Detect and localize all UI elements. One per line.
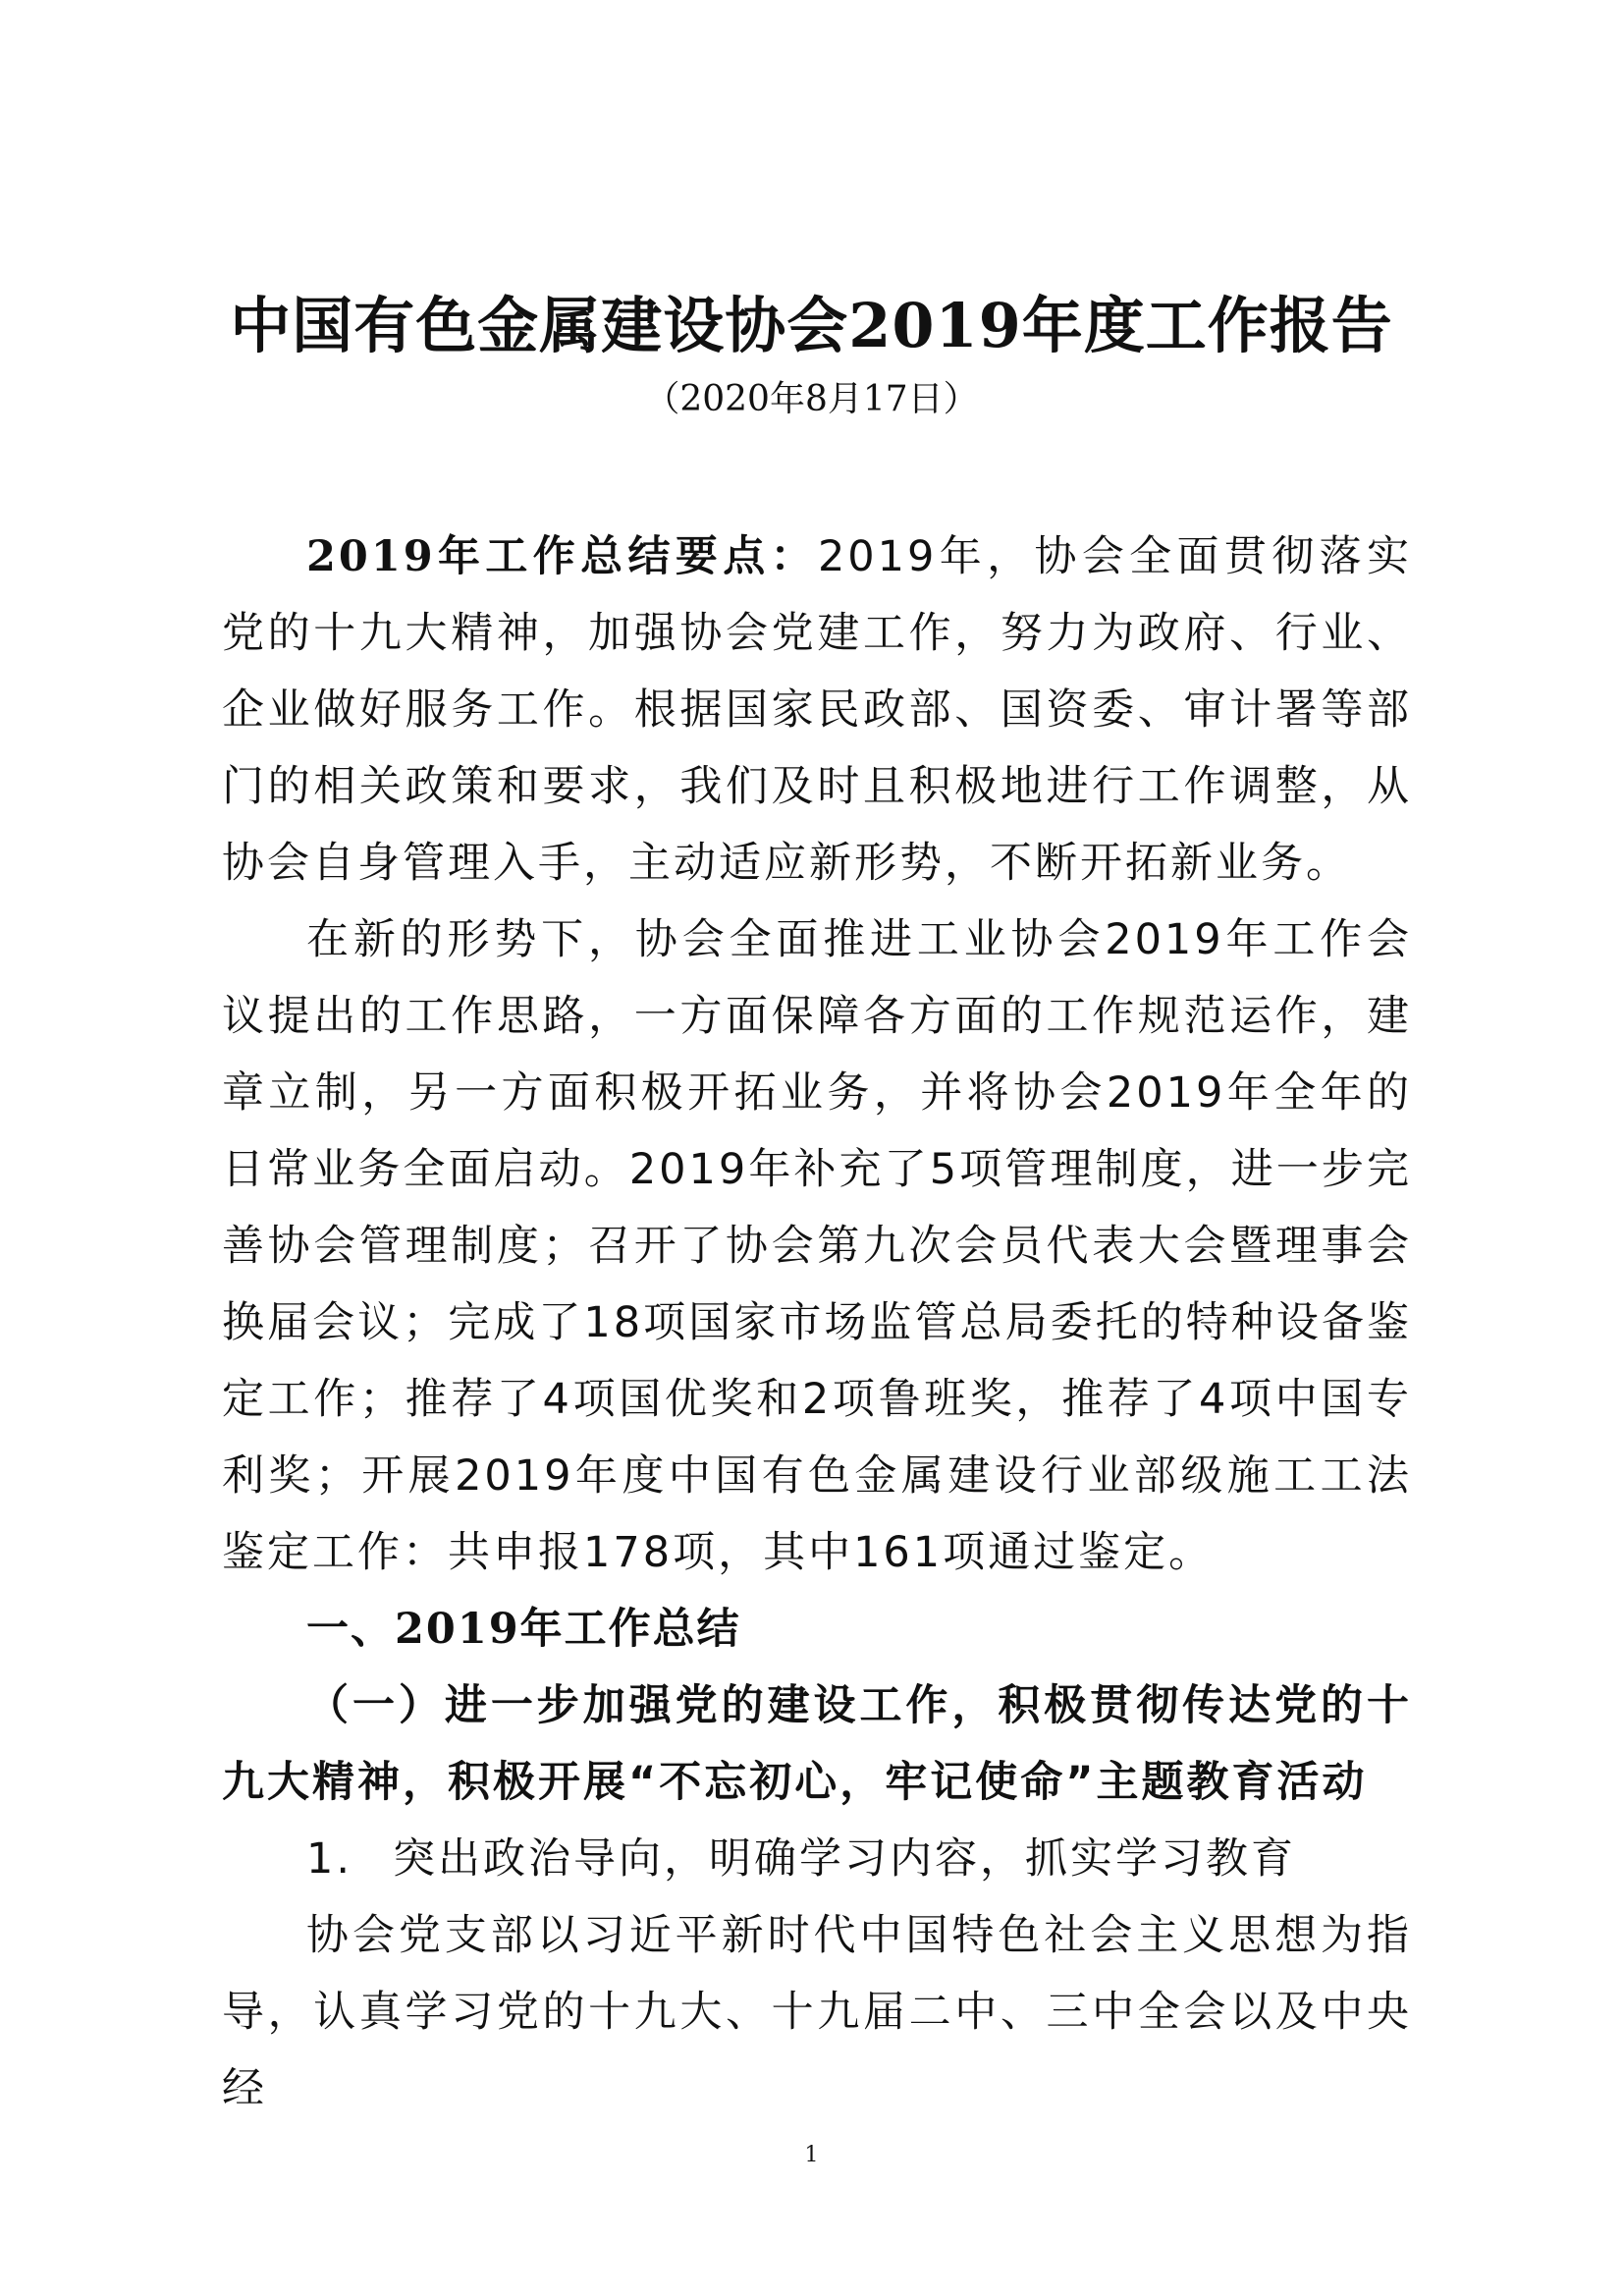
subsection-heading: （一）进一步加强党的建设工作，积极贯彻传达党的十九大精神，积极开展“不忘初心，牢记使命”主题教育活动: [222, 1681, 1412, 1807]
body-paragraph-2: 在新的形势下，协会全面推进工业协会2019年工作会议提出的工作思路，一方面保障各方面的工作规范运作，建章立制，另一方面积极开拓业务，并将协会2019年全年的日常业务全面启动。2019年补充了5项管理制度，进一步完善协会管理制度；召开了协会第九次会员代表大会暨理事会换届会议；完成了18项国家市场监管总局委托的特种设备鉴定工作；推荐了4项国优奖和2项鲁班奖，推荐了4项中国专利奖；开展2019年度中国有色金属建设行业部级施工工法鉴定工作：共申报178项，其中161项通过鉴定。: [222, 915, 1412, 1577]
summary-lead: 2019年工作总结要点：: [306, 532, 818, 581]
document-title: 中国有色金属建设协会2019年度工作报告: [230, 290, 1393, 361]
summary-paragraph: [222, 519, 1412, 902]
item-heading: [306, 1821, 1296, 1897]
section-heading-1: 一、2019年工作总结: [306, 1605, 741, 1654]
summary-text: 2019年，协会全面贯彻落实党的十九大精神，加强协会党建工作，努力为政府、行业、企业做好服务工作。根据国家民政部、国资委、审计署等部门的相关政策和要求，我们及时且积极地进行工作调整，从协会自身管理入手，主动适应新形势，不断开拓新业务。: [222, 532, 1412, 888]
document-date: （2020年8月17日）: [644, 379, 979, 419]
item-heading-text: 突出政治导向，明确学习内容，抓实学习教育: [393, 1834, 1296, 1884]
page-number: 1: [804, 2143, 819, 2167]
item-number: 1.: [306, 1834, 353, 1884]
body-paragraph-3: 协会党支部以习近平新时代中国特色社会主义思想为指导，认真学习党的十九大、十九届二中、三中全会以及中央经: [222, 1911, 1412, 2113]
